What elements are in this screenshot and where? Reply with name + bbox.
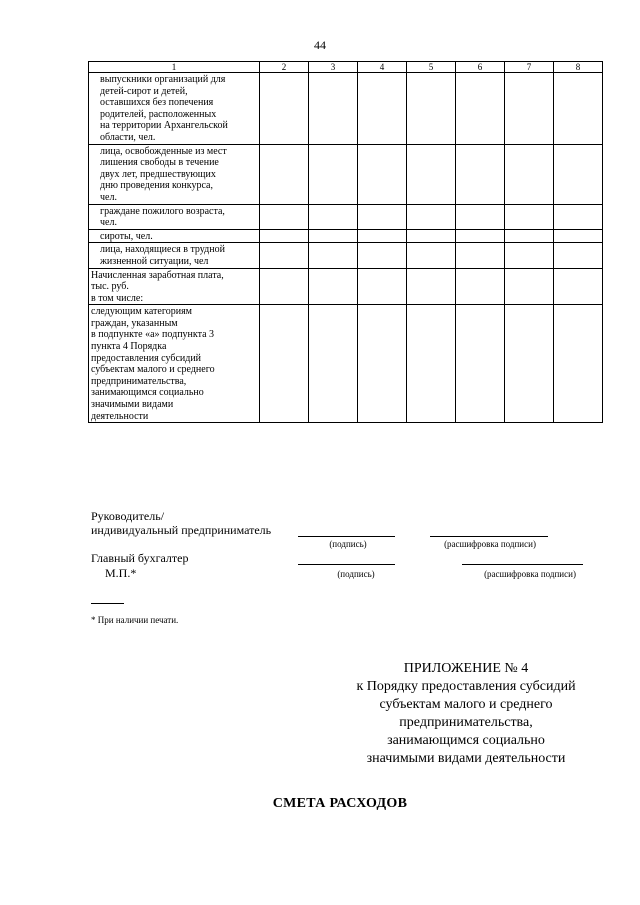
accountant-label: Главный бухгалтер xyxy=(91,551,189,565)
value-cell xyxy=(260,73,309,145)
table-row xyxy=(89,268,603,305)
value-cell xyxy=(309,204,358,229)
value-cell xyxy=(505,243,554,268)
value-cell xyxy=(456,229,505,243)
column-header: 2 xyxy=(260,62,309,73)
value-cell xyxy=(456,305,505,423)
value-cell xyxy=(407,73,456,145)
value-cell xyxy=(456,144,505,204)
value-cell xyxy=(407,204,456,229)
value-cell xyxy=(554,73,603,145)
value-cell xyxy=(309,229,358,243)
value-cell xyxy=(505,73,554,145)
value-cell xyxy=(358,243,407,268)
table-row xyxy=(89,229,603,243)
accountant-decode-caption: (расшифровка подписи) xyxy=(484,569,576,579)
value-cell xyxy=(309,73,358,145)
row-label-cell xyxy=(89,229,260,243)
value-cell xyxy=(260,204,309,229)
table-row xyxy=(89,243,603,268)
row-label-cell xyxy=(89,268,260,305)
row-label: выпускники организаций для детей-сирот и детей, оставшихся без попечения родителей, расположенных на территории Архангельской области, чел. xyxy=(100,74,228,143)
value-cell xyxy=(358,73,407,145)
value-cell xyxy=(260,305,309,423)
value-cell xyxy=(554,204,603,229)
value-cell xyxy=(456,204,505,229)
value-cell xyxy=(505,268,554,305)
column-header: 3 xyxy=(309,62,358,73)
document-title: СМЕТА РАСХОДОВ xyxy=(272,796,408,811)
table-row xyxy=(89,73,603,145)
value-cell xyxy=(407,144,456,204)
column-header: 1 xyxy=(89,62,260,73)
appendix-line: ПРИЛОЖЕНИЕ № 4 xyxy=(403,661,529,676)
value-cell xyxy=(358,229,407,243)
value-cell xyxy=(407,229,456,243)
value-cell xyxy=(505,144,554,204)
accountant-signature-caption: (подпись) xyxy=(337,569,375,579)
appendix-line: к Порядку предоставления субсидий xyxy=(356,679,576,694)
value-cell xyxy=(456,73,505,145)
value-cell xyxy=(358,305,407,423)
data-table xyxy=(88,61,603,423)
value-cell xyxy=(358,268,407,305)
value-cell xyxy=(407,243,456,268)
value-cell xyxy=(260,243,309,268)
column-header: 4 xyxy=(358,62,407,73)
table-row xyxy=(89,305,603,423)
row-label-cell xyxy=(89,243,260,268)
head-decode-line xyxy=(430,536,548,537)
value-cell xyxy=(358,144,407,204)
value-cell xyxy=(309,268,358,305)
accountant-decode-line xyxy=(462,564,583,565)
value-cell xyxy=(554,144,603,204)
value-cell xyxy=(505,305,554,423)
value-cell xyxy=(505,204,554,229)
value-cell xyxy=(554,268,603,305)
value-cell xyxy=(407,305,456,423)
value-cell xyxy=(554,229,603,243)
value-cell xyxy=(309,144,358,204)
value-cell xyxy=(309,243,358,268)
row-label: следующим категориям граждан, указанным в подпункте «а» подпункта 3 пункта 4 Порядка предоставления субсидий субъектам малого и среднего предпринимательства, занимающимся социально значимыми видами деятельности xyxy=(91,306,215,422)
row-label-cell xyxy=(89,305,260,423)
column-header: 5 xyxy=(407,62,456,73)
value-cell xyxy=(260,229,309,243)
table-row xyxy=(89,204,603,229)
table-header-row xyxy=(89,62,603,73)
column-header: 6 xyxy=(456,62,505,73)
accountant-signature-line xyxy=(298,564,395,565)
footnote-rule xyxy=(91,603,124,604)
appendix-line: субъектам малого и среднего xyxy=(379,697,553,712)
row-label: лица, освобожденные из мест лишения свободы в течение двух лет, предшествующих дню проведения конкурса, чел. xyxy=(100,145,227,203)
head-signature-line xyxy=(298,536,395,537)
row-label-cell xyxy=(89,204,260,229)
value-cell xyxy=(407,268,456,305)
row-label: Начисленная заработная плата, тыс. руб. в том числе: xyxy=(91,269,224,304)
value-cell xyxy=(554,243,603,268)
seal-label: М.П.* xyxy=(105,566,137,580)
head-signature-caption: (подпись) xyxy=(329,539,367,549)
head-decode-caption: (расшифровка подписи) xyxy=(444,539,536,549)
row-label-cell xyxy=(89,144,260,204)
appendix-line: предпринимательства, xyxy=(399,715,533,730)
appendix-line: занимающимся социально xyxy=(387,733,545,748)
value-cell xyxy=(358,204,407,229)
value-cell xyxy=(505,229,554,243)
value-cell xyxy=(260,144,309,204)
value-cell xyxy=(309,305,358,423)
row-label-cell xyxy=(89,73,260,145)
row-label: сироты, чел. xyxy=(100,230,153,242)
column-header: 8 xyxy=(554,62,603,73)
appendix-heading xyxy=(330,660,602,768)
head-label-line1: Руководитель/ xyxy=(91,509,165,523)
table-row xyxy=(89,144,603,204)
row-label: лица, находящиеся в трудной жизненной ситуации, чел xyxy=(100,244,225,267)
value-cell xyxy=(260,268,309,305)
head-label-line2: индивидуальный предприниматель xyxy=(91,523,272,537)
footnote: * При наличии печати. xyxy=(91,615,179,625)
page-number: 44 xyxy=(314,38,326,52)
value-cell xyxy=(456,268,505,305)
row-label: граждане пожилого возраста, чел. xyxy=(100,205,225,229)
column-header: 7 xyxy=(505,62,554,73)
appendix-line: значимыми видами деятельности xyxy=(366,751,566,766)
value-cell xyxy=(554,305,603,423)
value-cell xyxy=(456,243,505,268)
